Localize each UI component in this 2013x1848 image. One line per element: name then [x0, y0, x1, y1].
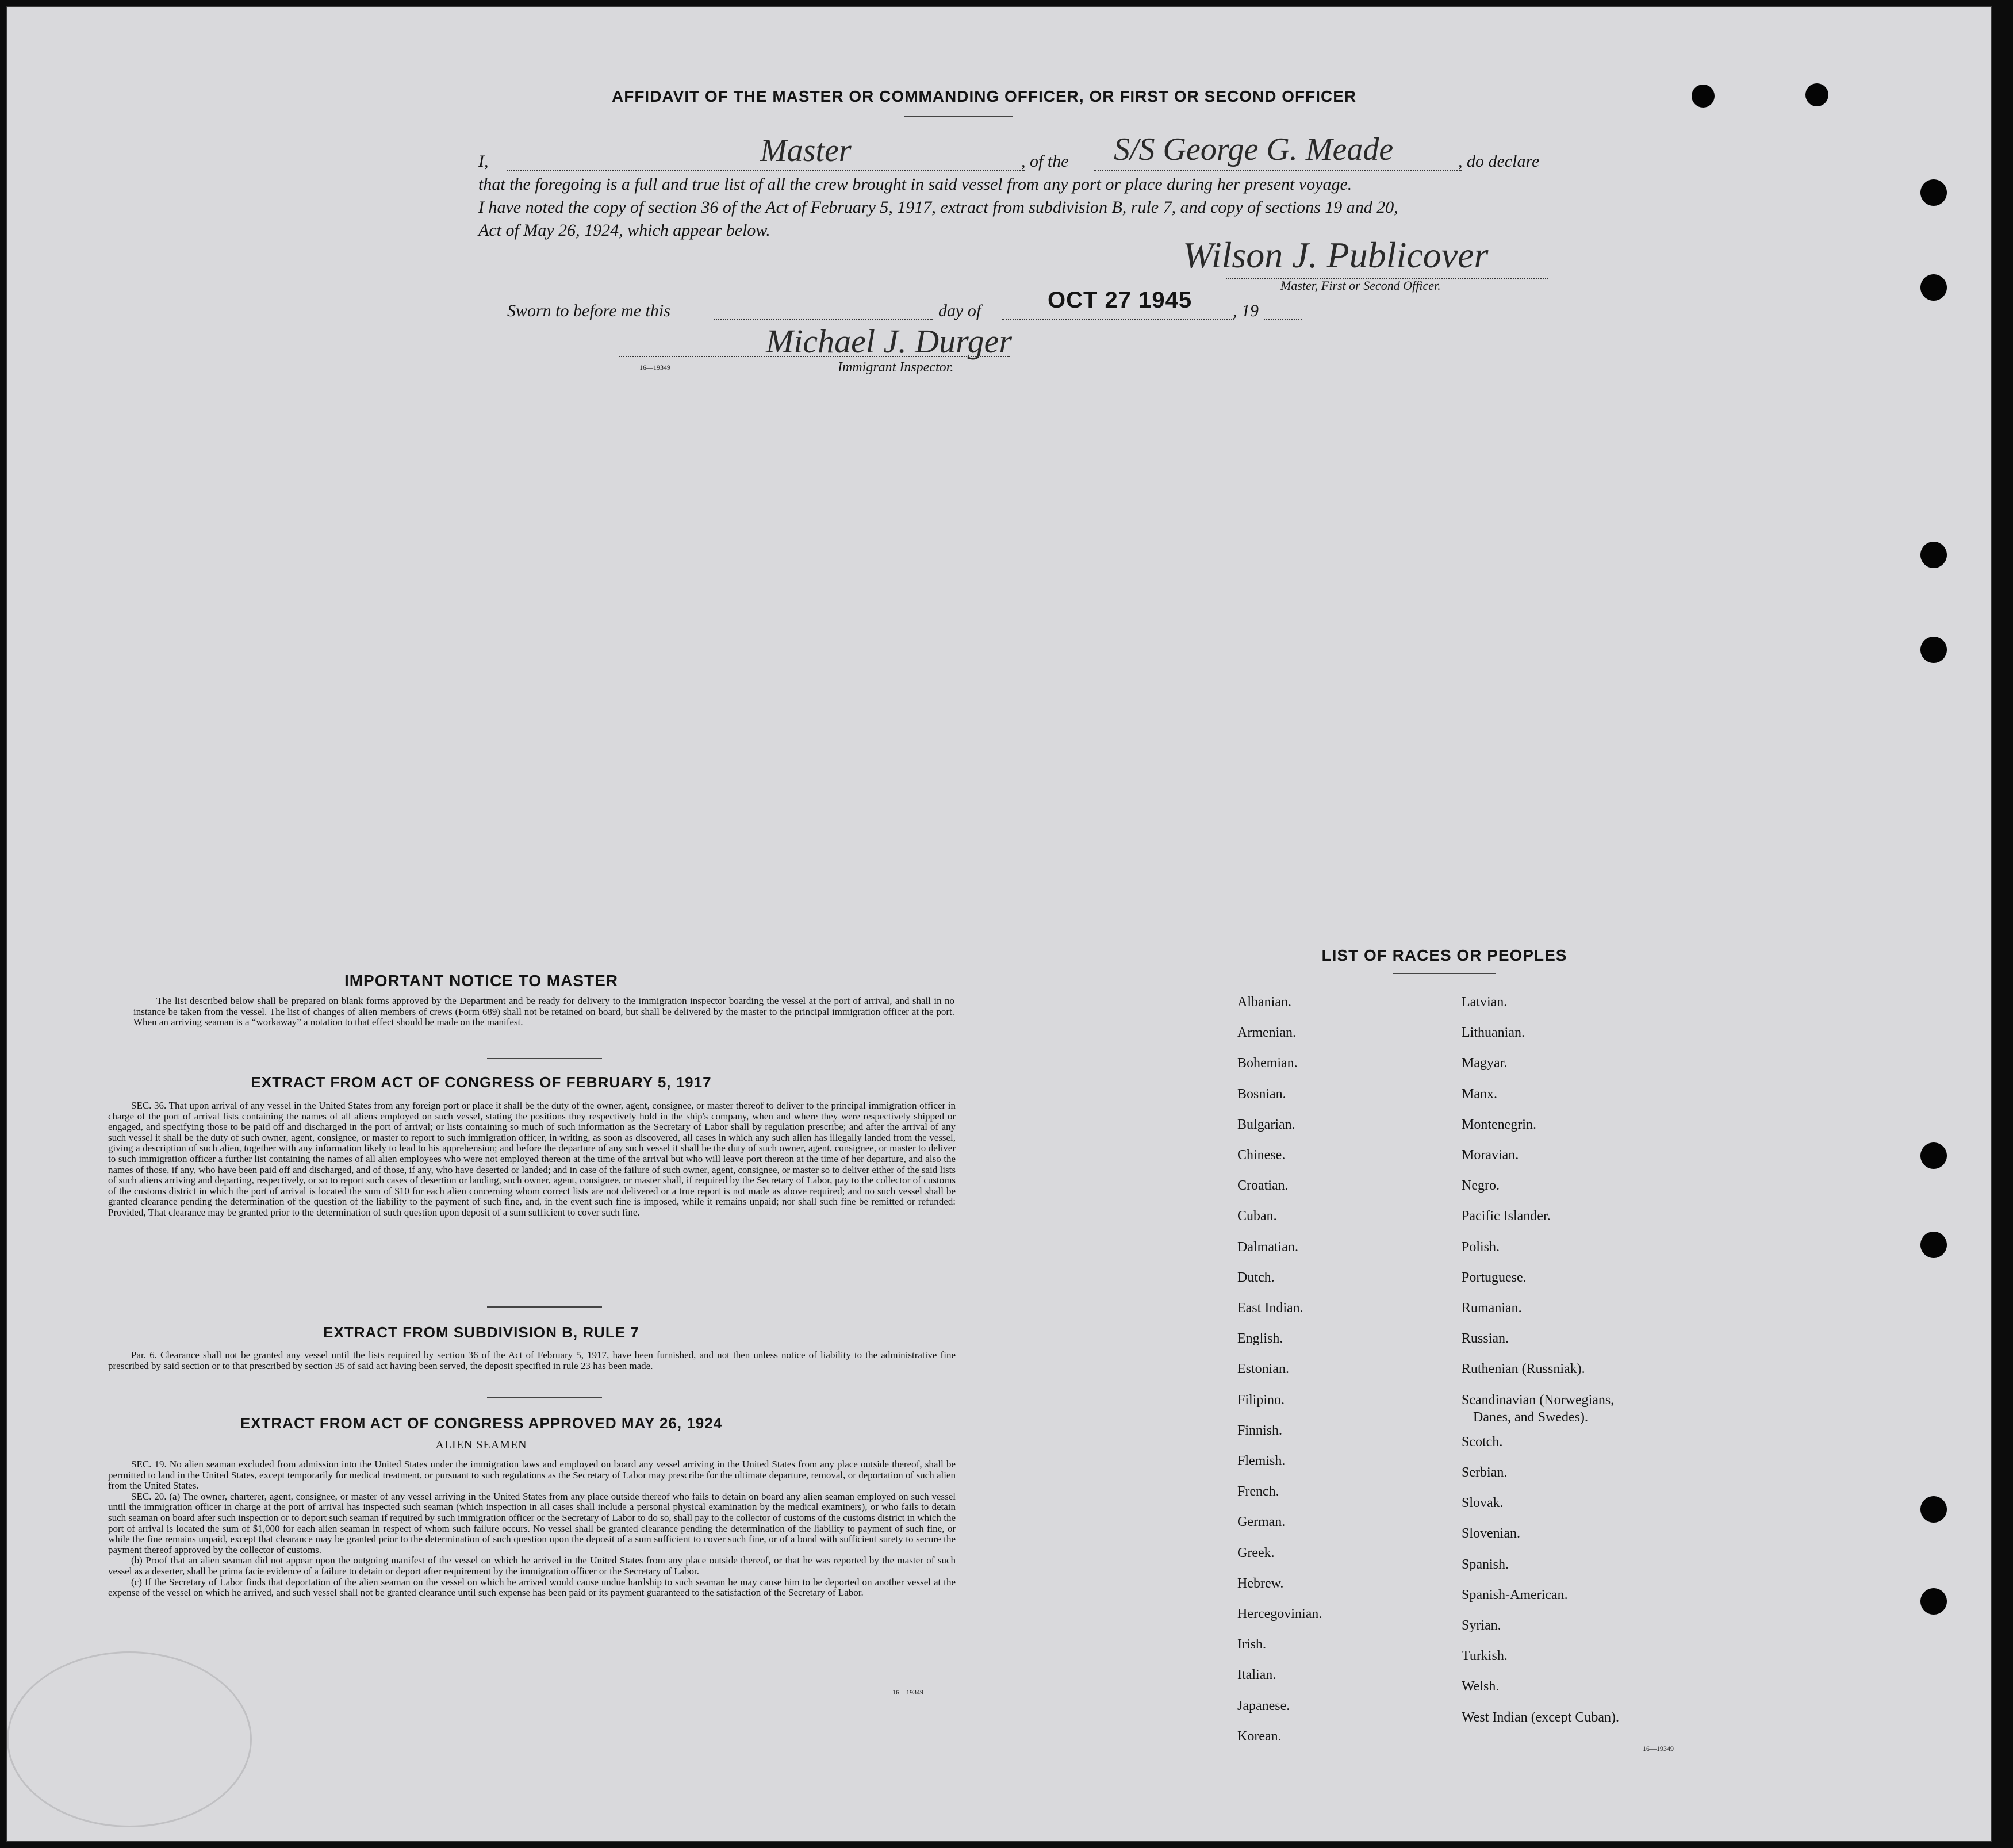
races-rule	[1393, 973, 1496, 974]
extract-1924-body	[108, 1459, 956, 1598]
punch-hole	[1692, 85, 1715, 108]
extract-1924-heading: EXTRACT FROM ACT OF CONGRESS APPROVED MAY 26, 1924	[240, 1414, 723, 1432]
affidavit-title: AFFIDAVIT OF THE MASTER OR COMMANDING OFFICER, OR FIRST OR SECOND OFFICER	[612, 87, 1357, 105]
punch-hole	[1920, 542, 1947, 568]
race-item: Dutch.	[1237, 1270, 1275, 1285]
do-declare-label: , do declare	[1458, 152, 1540, 171]
notice-body: The list described below shall be prepared on blank forms approved by the Department and be ready for delivery to the immigration inspector boarding the vessel at the port of arrival, and shall in no instance be taken from the vessel. The list of changes of alien members of crews (Form 689) shall not be retained on board, but shall be delivered by the master to the principal immigration officer at the port. When an arriving seaman is a “workaway” a notation to that effect should be made on the manifest.	[133, 995, 954, 1028]
punch-hole	[1920, 1588, 1947, 1615]
race-item: Negro.	[1462, 1178, 1500, 1194]
race-item: Chinese.	[1237, 1148, 1286, 1163]
inspector-caption: Immigrant Inspector.	[838, 360, 954, 375]
race-item: Hebrew.	[1237, 1575, 1284, 1591]
race-item: Slovak.	[1462, 1496, 1504, 1511]
race-item: Korean.	[1237, 1728, 1282, 1744]
race-item: Finnish.	[1237, 1423, 1283, 1438]
punch-hole	[1805, 83, 1828, 106]
day-of-label: day of	[938, 301, 981, 320]
race-item: Italian.	[1237, 1667, 1276, 1683]
divider-3	[487, 1397, 602, 1398]
extract-rule7-heading: EXTRACT FROM SUBDIVISION B, RULE 7	[323, 1324, 639, 1341]
extract-rule7-body: Par. 6. Clearance shall not be granted any vessel until the lists required by section 36 of the Act of February 5, 1917, have been furnished, and not then unless notice of liability to the administrative fine prescribed by said section or to that prescribed by section 35 of said act having been served, the deposit specified in rule 23 has been made.	[108, 1349, 956, 1371]
master-signature: Wilson J. Publicover	[1183, 235, 1489, 275]
sec20c-text: (c) If the Secretary of Labor finds that deportation of the alien seaman on the vessel on which he arrived would cause undue hardship to such seaman he may cause him to be deported on another vessel at the expense of the vessel on which he arrived, and such vessel shall not be granted clearance until such expense has been paid or its payment guaranteed to the satisfaction of the Secretary of Labor.	[108, 1576, 956, 1598]
punch-hole	[1920, 274, 1947, 301]
race-item: Latvian.	[1462, 995, 1508, 1010]
declarant-handwriting: Master	[760, 133, 852, 168]
race-item: Magyar.	[1462, 1056, 1508, 1071]
race-item: Ruthenian (Russniak).	[1462, 1362, 1585, 1377]
punch-hole	[1920, 1496, 1947, 1523]
date-stamp: OCT 27 1945	[1048, 287, 1193, 313]
race-item: Serbian.	[1462, 1465, 1508, 1480]
sworn-day-field	[714, 305, 933, 320]
punch-hole	[1920, 637, 1947, 663]
form-number-right: 16—19349	[1643, 1745, 1674, 1753]
affidavit-line-1	[478, 152, 489, 171]
race-item: Irish.	[1237, 1637, 1266, 1653]
race-item: Portuguese.	[1462, 1270, 1527, 1285]
extract-1924-subheading: ALIEN SEAMEN	[435, 1439, 527, 1451]
sec20b-text: (b) Proof that an alien seaman did not appear upon the outgoing manifest of the vessel on which he arrived in the United States from any place outside thereof, or that he was reported by the master of such vessel as a deserter, shall be prima facie evidence of a failure to detain or deport after requirement by the immigration officer or the Secretary of Labor.	[108, 1555, 956, 1577]
race-item: Pacific Islander.	[1462, 1209, 1551, 1224]
title-rule	[904, 116, 1013, 117]
race-item: Slovenian.	[1462, 1526, 1520, 1542]
race-item: Scandinavian (Norwegians,	[1462, 1392, 1615, 1408]
race-item: Armenian.	[1237, 1025, 1296, 1041]
sec19-text: SEC. 19. No alien seaman excluded from admission into the United States under the immigration laws and employed on board any vessel arriving in the United States from any place outside thereof, shall be permitted to land in the United States, except temporarily for medical treatment, or pursuant to such regulations as the Secretary of Labor may prescribe for the ultimate departure, removal, or deportation of such alien from the United States.	[108, 1459, 956, 1492]
sec20a-text: SEC. 20. (a) The owner, charterer, agent, consignee, or master of any vessel arriving in the United States from any place outside thereof who fails to detain on board any alien seaman employed on such vessel until the immigration officer in charge at the port of arrival has inspected such seaman (which inspection in all cases shall include a personal physical examination by the medical examiners), or who fails to detain such seaman on board after such inspection or to deport such seaman if required by such immigration officer or the Secretary of Labor to do so, shall pay to the collector of customs of the customs district in which the port of arrival is located the sum of $1,000 for each alien seaman in respect of whom such failure occurs. No vessel shall be granted clearance pending the determination of the liability to payment of such fine, or while the fine remains unpaid, except that clearance may be granted prior to the determination of such question upon the deposit of a sum sufficient to cover such fine, or of a bond with sufficient surety to secure the payment thereof approved by the collector of customs.	[108, 1490, 956, 1555]
race-item: Danes, and Swedes).	[1473, 1409, 1588, 1425]
i-label: I,	[478, 152, 489, 171]
race-item: Syrian.	[1462, 1618, 1501, 1633]
race-item: Spanish.	[1462, 1556, 1509, 1572]
race-item: Rumanian.	[1462, 1301, 1522, 1316]
divider-1	[487, 1058, 602, 1059]
race-item: Scotch.	[1462, 1434, 1503, 1450]
race-item: French.	[1237, 1484, 1279, 1500]
race-item: Greek.	[1237, 1545, 1275, 1561]
race-item: English.	[1237, 1331, 1283, 1347]
race-item: Albanian.	[1237, 995, 1291, 1010]
affidavit-line-2: that the foregoing is a full and true list of all the crew brought in said vessel from any port or place during her present voyage.	[478, 175, 1352, 194]
race-item: German.	[1237, 1515, 1286, 1530]
form-sheet	[6, 6, 1992, 1842]
race-item: Croatian.	[1237, 1178, 1289, 1194]
divider-2	[487, 1306, 602, 1308]
vessel-handwriting: S/S George G. Meade	[1114, 132, 1394, 167]
race-item: Russian.	[1462, 1331, 1509, 1347]
race-item: Turkish.	[1462, 1648, 1508, 1664]
race-item: Hercegovinian.	[1237, 1607, 1322, 1621]
inspector-signature: Michael J. Durger	[766, 323, 1012, 360]
race-item: Flemish.	[1237, 1454, 1286, 1469]
affidavit-line-4: Act of May 26, 1924, which appear below.	[478, 221, 770, 240]
race-item: Bosnian.	[1237, 1086, 1286, 1102]
race-item: Japanese.	[1237, 1698, 1290, 1713]
race-item: East Indian.	[1237, 1301, 1303, 1316]
race-item: Welsh.	[1462, 1679, 1500, 1694]
form-number-left: 16—19349	[892, 1688, 923, 1696]
master-caption: Master, First or Second Officer.	[1280, 278, 1441, 293]
of-the-label: , of the	[1021, 152, 1069, 171]
sworn-label: Sworn to before me this	[507, 301, 670, 320]
race-item: Bohemian.	[1237, 1056, 1298, 1071]
race-item: Montenegrin.	[1462, 1117, 1536, 1132]
punch-hole	[1920, 179, 1947, 206]
extract-1917-heading: EXTRACT FROM ACT OF CONGRESS OF FEBRUARY 5, 1917	[251, 1073, 712, 1091]
race-item: Manx.	[1462, 1086, 1497, 1102]
race-item: Filipino.	[1237, 1392, 1285, 1408]
races-heading: LIST OF RACES OR PEOPLES	[1321, 946, 1567, 964]
race-item: Bulgarian.	[1237, 1117, 1295, 1132]
embossed-seal	[7, 1651, 252, 1827]
extract-1917-body: SEC. 36. That upon arrival of any vessel in the United States from any foreign port or place it shall be the duty of the owner, agent, consignee, or master thereof to deliver to the principal immigration officer in charge of the port of arrival lists containing the names of all aliens employed on such vessel, stating the positions they respectively hold in the ship's company, when and where they were respectively shipped or engaged, and specifying those to be paid off and discharged in the port of arrival; or lists containing so much of such information as the Secretary of Labor shall by regulation prescribe; and after the arrival of any such vessel it shall be the duty of such owner, agent, consignee, or master to report to such immigration officer, in writing, as soon as discovered, all cases in which any such alien has illegally landed from the vessel, giving a description of such alien, together with any information likely to lead to his apprehension; and before the departure of any such vessel it shall be the duty of such owner, agent, consignee, or master to deliver to such immigration officer a further list containing the names of all alien employees who were not employed thereon at the time of the arrival but who will leave port thereon at the time of her departure, and also the names of those, if any, who have been paid off and discharged, and of those, if any, who have deserted or landed; and in case of the failure of such owner, agent, consignee, or master so to deliver either of the said lists of such aliens arriving and departing, respectively, or so to report such cases of desertion or landing, such owner, agent, consignee, or master shall, if required by the Secretary of Labor, pay to the collector of customs of the customs district in which the port of arrival is located the sum of $10 for each alien concerning whom correct lists are not delivered or a true report is not made as above required; and no such vessel shall be granted clearance pending the determination of the question of the liability to the payment of such fine, and, in the event such fine is imposed, while it remains unpaid; nor shall such fine be remitted or refunded: Provided, That clearance may be granted prior to the determination of such question upon deposit of a sum sufficient to cover such fine.	[108, 1100, 956, 1218]
race-item: Moravian.	[1462, 1148, 1519, 1163]
inspector-signature-line	[619, 355, 1010, 357]
race-item: Lithuanian.	[1462, 1025, 1525, 1041]
affidavit-line-3: I have noted the copy of section 36 of the Act of February 5, 1917, extract from subdivision B, rule 7, and copy of sections 19 and 20,	[478, 198, 1398, 217]
race-item: Cuban.	[1237, 1209, 1277, 1224]
punch-hole	[1920, 1232, 1947, 1258]
race-item: West Indian (except Cuban).	[1462, 1709, 1619, 1725]
race-item: Polish.	[1462, 1239, 1500, 1255]
race-item: Estonian.	[1237, 1362, 1289, 1377]
race-item: Dalmatian.	[1237, 1239, 1298, 1255]
race-item: Spanish-American.	[1462, 1587, 1568, 1602]
notice-heading: IMPORTANT NOTICE TO MASTER	[344, 972, 619, 990]
form-number-top: 16—19349	[639, 363, 670, 371]
punch-hole	[1920, 1142, 1947, 1169]
year-field	[1264, 305, 1302, 320]
year-prefix: , 19	[1233, 301, 1259, 320]
